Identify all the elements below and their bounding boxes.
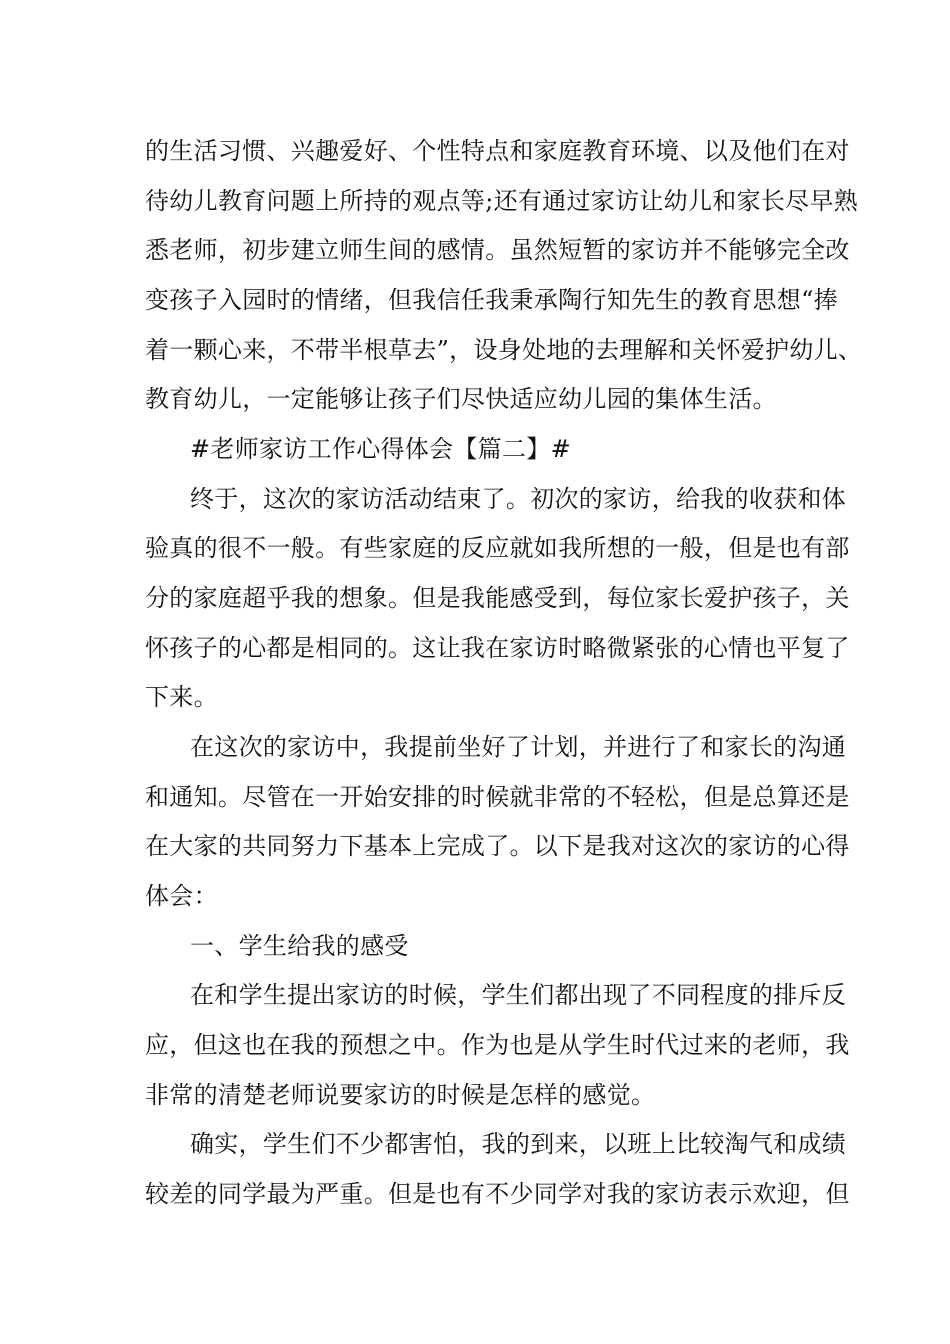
section-heading: #老师家访工作心得体会【篇二】# bbox=[190, 435, 572, 463]
text-line: 终于，这次的家访活动结束了。初次的家访，给我的收获和体 bbox=[190, 485, 847, 513]
text-line: 在大家的共同努力下基本上完成了。以下是我对这次的家访的心得 bbox=[145, 832, 850, 860]
text-line: 较差的同学最为严重。但是也有不少同学对我的家访表示欢迎，但 bbox=[145, 1180, 850, 1208]
text-line: 教育幼儿，一定能够让孩子们尽快适应幼儿园的集体生活。 bbox=[145, 385, 777, 413]
text-line: 下来。 bbox=[145, 683, 218, 711]
text-line: 确实，学生们不少都害怕，我的到来，以班上比较淘气和成绩 bbox=[190, 1130, 847, 1158]
text-line: 非常的清楚老师说要家访的时候是怎样的感觉。 bbox=[145, 1081, 656, 1109]
text-line: 体会： bbox=[145, 882, 218, 910]
text-line: 变孩子入园时的情绪，但我信任我秉承陶行知先生的教育思想“捧 bbox=[145, 286, 838, 314]
text-line: 在和学生提出家访的时候，学生们都出现了不同程度的排斥反 bbox=[190, 981, 847, 1009]
text-line: 分的家庭超乎我的想象。但是我能感受到，每位家长爱护孩子，关 bbox=[145, 584, 850, 612]
text-line: 在这次的家访中，我提前坐好了计划，并进行了和家长的沟通 bbox=[190, 733, 847, 761]
text-line: 着一颗心来，不带半根草去”，设身处地的去理解和关怀爱护幼儿、 bbox=[145, 336, 863, 364]
text-line: 验真的很不一般。有些家庭的反应就如我所想的一般，但是也有部 bbox=[145, 534, 850, 562]
text-line: 待幼儿教育问题上所持的观点等;还有通过家访让幼儿和家长尽早熟 bbox=[145, 187, 859, 215]
text-line: 怀孩子的心都是相同的。这让我在家访时略微紧张的心情也平复了 bbox=[145, 634, 850, 662]
subsection-heading: 一、学生给我的感受 bbox=[190, 932, 409, 960]
text-line: 应，但这也在我的预想之中。作为也是从学生时代过来的老师，我 bbox=[145, 1031, 850, 1059]
text-line: 的生活习惯、兴趣爱好、个性特点和家庭教育环境、以及他们在对 bbox=[145, 137, 850, 165]
text-line: 悉老师，初步建立师生间的感情。虽然短暂的家访并不能够完全改 bbox=[145, 236, 850, 264]
text-line: 和通知。尽管在一开始安排的时候就非常的不轻松，但是总算还是 bbox=[145, 783, 850, 811]
